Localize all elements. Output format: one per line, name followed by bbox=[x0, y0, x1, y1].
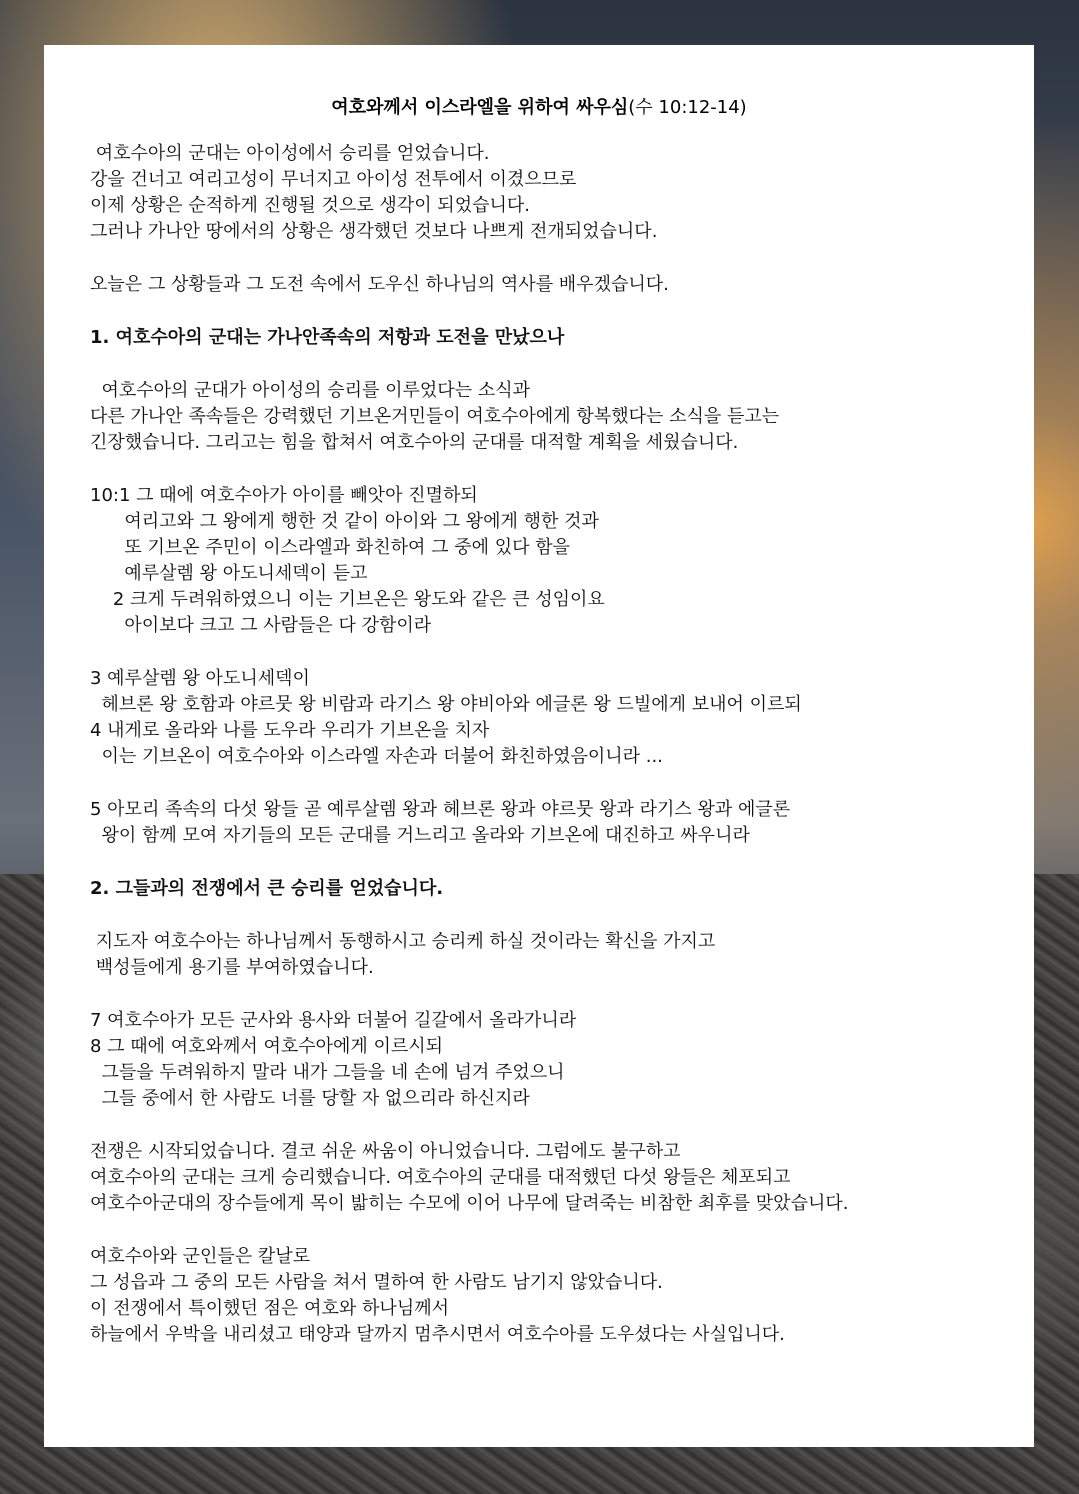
paragraph-gap bbox=[90, 298, 1014, 325]
section-heading bbox=[90, 876, 1014, 902]
paragraph-gap bbox=[90, 245, 1014, 272]
section-heading bbox=[90, 325, 1014, 351]
text-line: 이제 상황은 순적하게 진행될 것으로 생각이 되었습니다. bbox=[90, 195, 530, 216]
text-line: 4 내게로 올라와 나를 도우라 우리가 기브온을 치자 bbox=[90, 720, 490, 741]
text-line: 여호수아의 군대가 아이성의 승리를 이루었다는 소식과 bbox=[90, 380, 530, 401]
text-line: 그들 중에서 한 사람도 너를 당할 자 없으리라 하신지라 bbox=[90, 1088, 530, 1109]
text-line: 여호수아군대의 장수들에게 목이 밟히는 수모에 이어 나무에 달려죽는 비참한 최후를 맞았습니다. bbox=[90, 1193, 849, 1214]
text-line: 지도자 여호수아는 하나님께서 동행하시고 승리케 하실 것이라는 확신을 가지고 bbox=[90, 931, 716, 952]
paragraph bbox=[90, 483, 1014, 639]
text-line: 강을 건너고 여리고성이 무너지고 아이성 전투에서 이겼으므로 bbox=[90, 169, 577, 190]
paragraph-gap bbox=[90, 981, 1014, 1008]
text-line: 백성들에게 용기를 부여하였습니다. bbox=[90, 957, 374, 978]
text-line: 왕이 함께 모여 자기들의 모든 군대를 거느리고 올라와 기브온에 대진하고 싸우니라 bbox=[90, 825, 750, 846]
page-title bbox=[44, 93, 1034, 119]
text-line: 긴장했습니다. 그리고는 힘을 합쳐서 여호수아의 군대를 대적할 계획을 세웠습니다. bbox=[90, 432, 739, 453]
text-line: 전쟁은 시작되었습니다. 결코 쉬운 싸움이 아니었습니다. 그럼에도 불구하고 bbox=[90, 1141, 681, 1162]
text-line: 다른 가나안 족속들은 강력했던 기브온거민들이 여호수아에게 항복했다는 소식을 듣고는 bbox=[90, 406, 780, 427]
paragraph-gap bbox=[90, 456, 1014, 483]
paragraph bbox=[90, 797, 1014, 849]
document-page bbox=[44, 45, 1034, 1447]
paragraph bbox=[90, 1244, 1014, 1348]
text-line: 이는 기브온이 여호수아와 이스라엘 자손과 더불어 화친하였음이니라 ... bbox=[90, 746, 663, 767]
text-line: 이 전쟁에서 특이했던 점은 여호와 하나님께서 bbox=[90, 1298, 449, 1319]
text-line: 1. 여호수아의 군대는 가나안족속의 저항과 도전을 만났으나 bbox=[90, 327, 565, 348]
text-line: 2 크게 두려워하였으니 이는 기브온은 왕도와 같은 큰 성임이요 bbox=[90, 589, 605, 610]
text-line: 오늘은 그 상황들과 그 도전 속에서 도우신 하나님의 역사를 배우겠습니다. bbox=[90, 274, 669, 295]
paragraph bbox=[90, 141, 1014, 245]
text-line: 예루살렘 왕 아도니세덱이 듣고 bbox=[90, 563, 368, 584]
text-line: 하늘에서 우박을 내리셨고 태양과 달까지 멈추시면서 여호수아를 도우셨다는 사실입니다. bbox=[90, 1324, 785, 1345]
text-line: 여호수아의 군대는 아이성에서 승리를 얻었습니다. bbox=[90, 143, 490, 164]
text-line: 10:1 그 때에 여호수아가 아이를 빼앗아 진멸하되 bbox=[90, 485, 478, 506]
paragraph bbox=[90, 272, 1014, 298]
paragraph bbox=[90, 378, 1014, 456]
text-line: 여호수아와 군인들은 칼날로 bbox=[90, 1246, 311, 1267]
text-line: 여리고와 그 왕에게 행한 것 같이 아이와 그 왕에게 행한 것과 bbox=[90, 511, 599, 532]
title-reference: (수 10:12-14) bbox=[628, 97, 747, 118]
text-line: 3 예루살렘 왕 아도니세덱이 bbox=[90, 668, 310, 689]
title-main: 여호와께서 이스라엘을 위하여 싸우심 bbox=[331, 97, 629, 118]
paragraph bbox=[90, 666, 1014, 770]
paragraph-gap bbox=[90, 1217, 1014, 1244]
text-line: 7 여호수아가 모든 군사와 용사와 더불어 길갈에서 올라가니라 bbox=[90, 1010, 577, 1031]
paragraph bbox=[90, 1008, 1014, 1112]
text-line: 2. 그들과의 전쟁에서 큰 승리를 얻었습니다. bbox=[90, 878, 444, 899]
paragraph bbox=[90, 929, 1014, 981]
text-line: 헤브론 왕 호함과 야르뭇 왕 비람과 라기스 왕 야비아와 에글론 왕 드빌에게 보내어 이르되 bbox=[90, 694, 802, 715]
text-line: 그러나 가나안 땅에서의 상황은 생각했던 것보다 나쁘게 전개되었습니다. bbox=[90, 221, 658, 242]
text-line: 그들을 두려워하지 말라 내가 그들을 네 손에 넘겨 주었으니 bbox=[90, 1062, 565, 1083]
paragraph-gap bbox=[90, 849, 1014, 876]
paragraph-gap bbox=[90, 770, 1014, 797]
paragraph-gap bbox=[90, 639, 1014, 666]
text-line: 또 기브온 주민이 이스라엘과 화친하여 그 중에 있다 함을 bbox=[90, 537, 571, 558]
paragraph-gap bbox=[90, 1112, 1014, 1139]
document-body bbox=[90, 141, 1014, 1348]
text-line: 8 그 때에 여호와께서 여호수아에게 이르시되 bbox=[90, 1036, 444, 1057]
text-line: 5 아모리 족속의 다섯 왕들 곧 예루살렘 왕과 헤브론 왕과 야르뭇 왕과 라기스 왕과 에글론 bbox=[90, 799, 791, 820]
paragraph-gap bbox=[90, 351, 1014, 378]
text-line: 아이보다 크고 그 사람들은 다 강함이라 bbox=[90, 615, 432, 636]
paragraph-gap bbox=[90, 902, 1014, 929]
text-line: 그 성읍과 그 중의 모든 사람을 쳐서 멸하여 한 사람도 남기지 않았습니다. bbox=[90, 1272, 663, 1293]
paragraph bbox=[90, 1139, 1014, 1217]
text-line: 여호수아의 군대는 크게 승리했습니다. 여호수아의 군대를 대적했던 다섯 왕들은 체포되고 bbox=[90, 1167, 791, 1188]
